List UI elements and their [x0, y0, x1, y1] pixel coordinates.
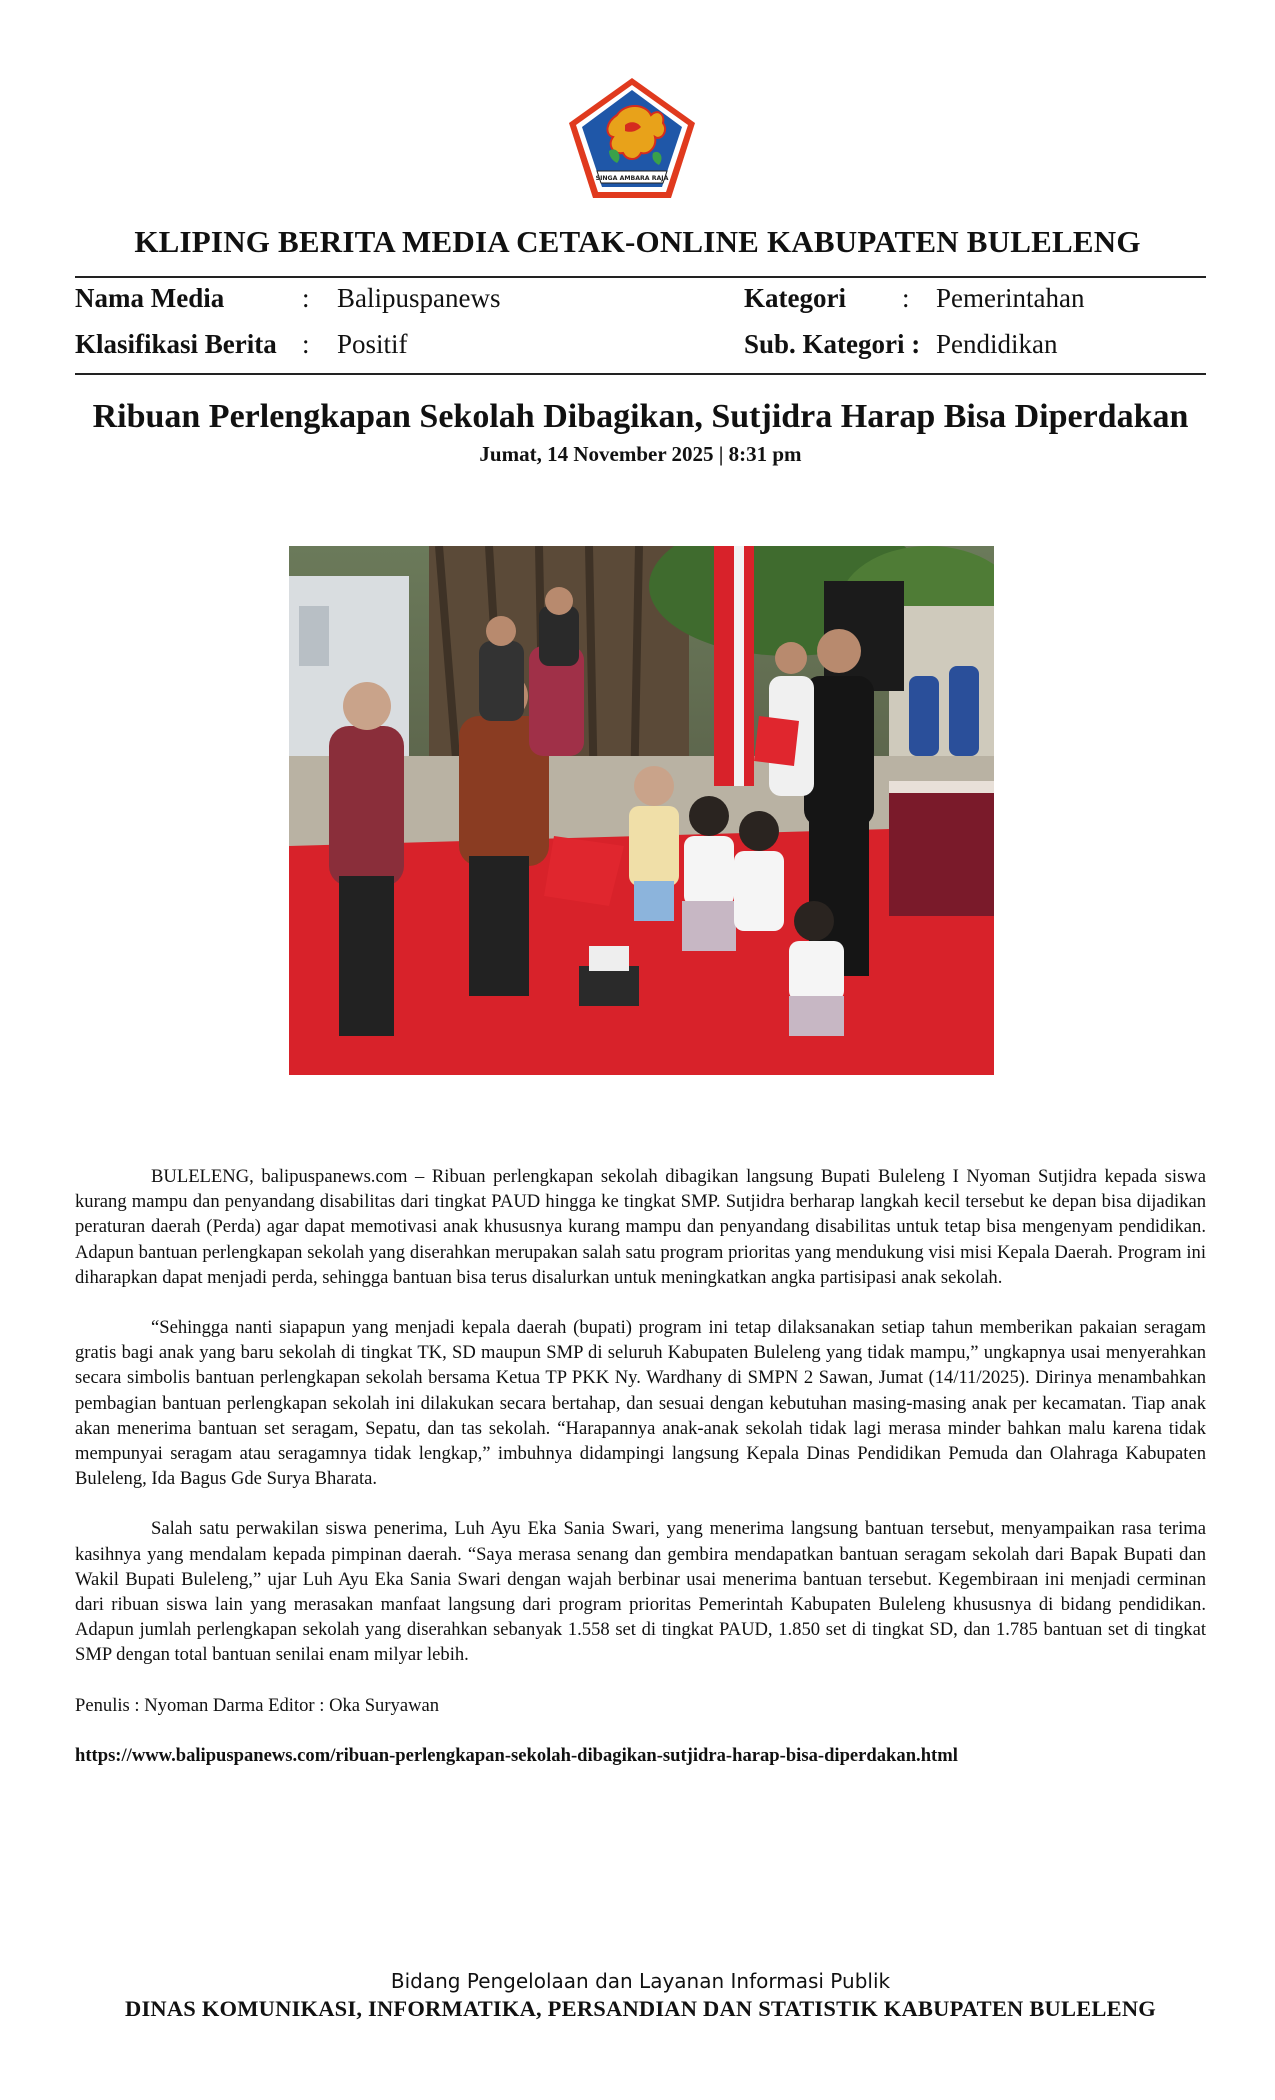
article-body	[75, 1164, 1206, 1768]
nama-media-label: Nama Media	[75, 283, 225, 313]
article-paragraph-1: BULELENG, balipuspanews.com – Ribuan perlengkapan sekolah dibagikan langsung Bupati Buleleng I Nyoman Sutjidra kepada siswa kurang mampu dan penyandang disabilitas dari tingkat PAUD hingga ke tingkat SMP. Sutjidra berharap langkah kecil tersebut ke depan bisa dijadikan peraturan daerah (Perda) agar dapat memotivasi anak khususnya kurang mampu dan penyandang disabilitas untuk tetap bisa mengenyam pendidikan. Adapun bantuan perlengkapan sekolah yang diserahkan merupakan salah satu program prioritas yang mendukung visi misi Kepala Daerah. Program ini diharapkan dapat menjadi perda, sehingga bantuan bisa terus disalurkan untuk meningkatkan angka partisipasi anak sekolah.	[75, 1166, 1206, 1288]
meta-row-2	[75, 329, 1206, 363]
sub-kategori-label: Sub. Kategori :	[744, 329, 921, 359]
article-paragraph-2: “Sehingga nanti siapapun yang menjadi kepala daerah (bupati) program ini tetap dilaksanakan setiap tahun memberikan pakaian seragam gratis bagi anak yang baru sekolah di tingkat TK, SD maupun SMP di seluruh Kabupaten Buleleng yang tidak mampu,” ungkapnya usai menyerahkan secara simbolis bantuan perlengkapan sekolah bersama Ketua TP PKK Ny. Wardhany di SMPN 2 Sawan, Jumat (14/11/2025). Dirinya menambahkan pembagian bantuan perlengkapan sekolah ini dilakukan secara bertahap, dan sesuai dengan kebutuhan masing-masing anak per kecamatan. Tiap anak akan menerima bantuan set seragam, Sepatu, dan tas sekolah. “Harapannya anak-anak sekolah tidak lagi merasa minder bahkan malu karena tidak mempunyai seragam atau seragamnya tidak lengkap,” imbuhnya didampingi langsung Kepala Dinas Pendidikan Pemuda dan Olahraga Kabupaten Buleleng, Ida Bagus Gde Surya Bharata.	[75, 1317, 1206, 1490]
header-divider-bottom	[75, 373, 1206, 375]
klasifikasi-separator: :	[302, 329, 310, 359]
article-paragraph-3: Salah satu perwakilan siswa penerima, Luh Ayu Eka Sania Swari, yang menerima langsung bantuan tersebut, menyampaikan rasa terima kasihnya yang mendalam kepada pimpinan daerah. “Saya merasa senang dan gembira mendapatkan bantuan seragam sekolah dari Bapak Bupati dan Wakil Bupati Buleleng,” ujar Luh Ayu Eka Sania Swari dengan wajah berbinar usai menerima bantuan tersebut. Kegembiraan ini menjadi cerminan dari ribuan siswa lain yang merasakan manfaat langsung dari program prioritas Pemerintah Kabupaten Buleleng khususnya di bidang pendidikan. Adapun jumlah perlengkapan sekolah yang diserahkan sebanyak 1.558 set di tingkat PAUD, 1.850 set di tingkat SD, dan 1.785 bantuan set di tingkat SMP dengan total bantuan senilai enam milyar lebih.	[75, 1518, 1206, 1666]
document-title: KLIPING BERITA MEDIA CETAK-ONLINE KABUPATEN BULELENG	[134, 224, 1141, 259]
kategori-label: Kategori	[744, 283, 846, 313]
article-credits: Penulis : Nyoman Darma Editor : Oka Suryawan	[75, 1694, 440, 1716]
meta-row-1	[75, 283, 1206, 317]
klasifikasi-label: Klasifikasi Berita	[75, 329, 277, 359]
kategori-separator: :	[902, 283, 910, 313]
kategori-value: Pemerintahan	[936, 283, 1085, 313]
footer-agency: DINAS KOMUNIKASI, INFORMATIKA, PERSANDIAN DAN STATISTIK KABUPATEN BULELENG	[125, 1996, 1156, 2021]
buleleng-emblem-icon	[565, 75, 699, 201]
header-divider-top	[75, 276, 1206, 278]
emblem-motto: SINGA AMBARA RAJA	[595, 175, 669, 182]
news-photo-icon	[289, 546, 994, 1075]
footer-department: Bidang Pengelolaan dan Layanan Informasi Publik	[390, 1969, 891, 1993]
article-source-url[interactable]: https://www.balipuspanews.com/ribuan-perlengkapan-sekolah-dibagikan-sutjidra-harap-bisa-diperdakan.html	[75, 1744, 958, 1766]
klasifikasi-value: Positif	[337, 329, 408, 359]
emblem-graphic	[565, 75, 699, 201]
article-photo	[289, 546, 994, 1075]
sub-kategori-value: Pendidikan	[936, 329, 1058, 359]
article-headline: Ribuan Perlengkapan Sekolah Dibagikan, Sutjidra Harap Bisa Diperdakan	[92, 398, 1189, 435]
nama-media-separator: :	[302, 283, 310, 313]
nama-media-value: Balipuspanews	[337, 283, 501, 313]
article-dateline: Jumat, 14 November 2025 | 8:31 pm	[479, 442, 802, 466]
